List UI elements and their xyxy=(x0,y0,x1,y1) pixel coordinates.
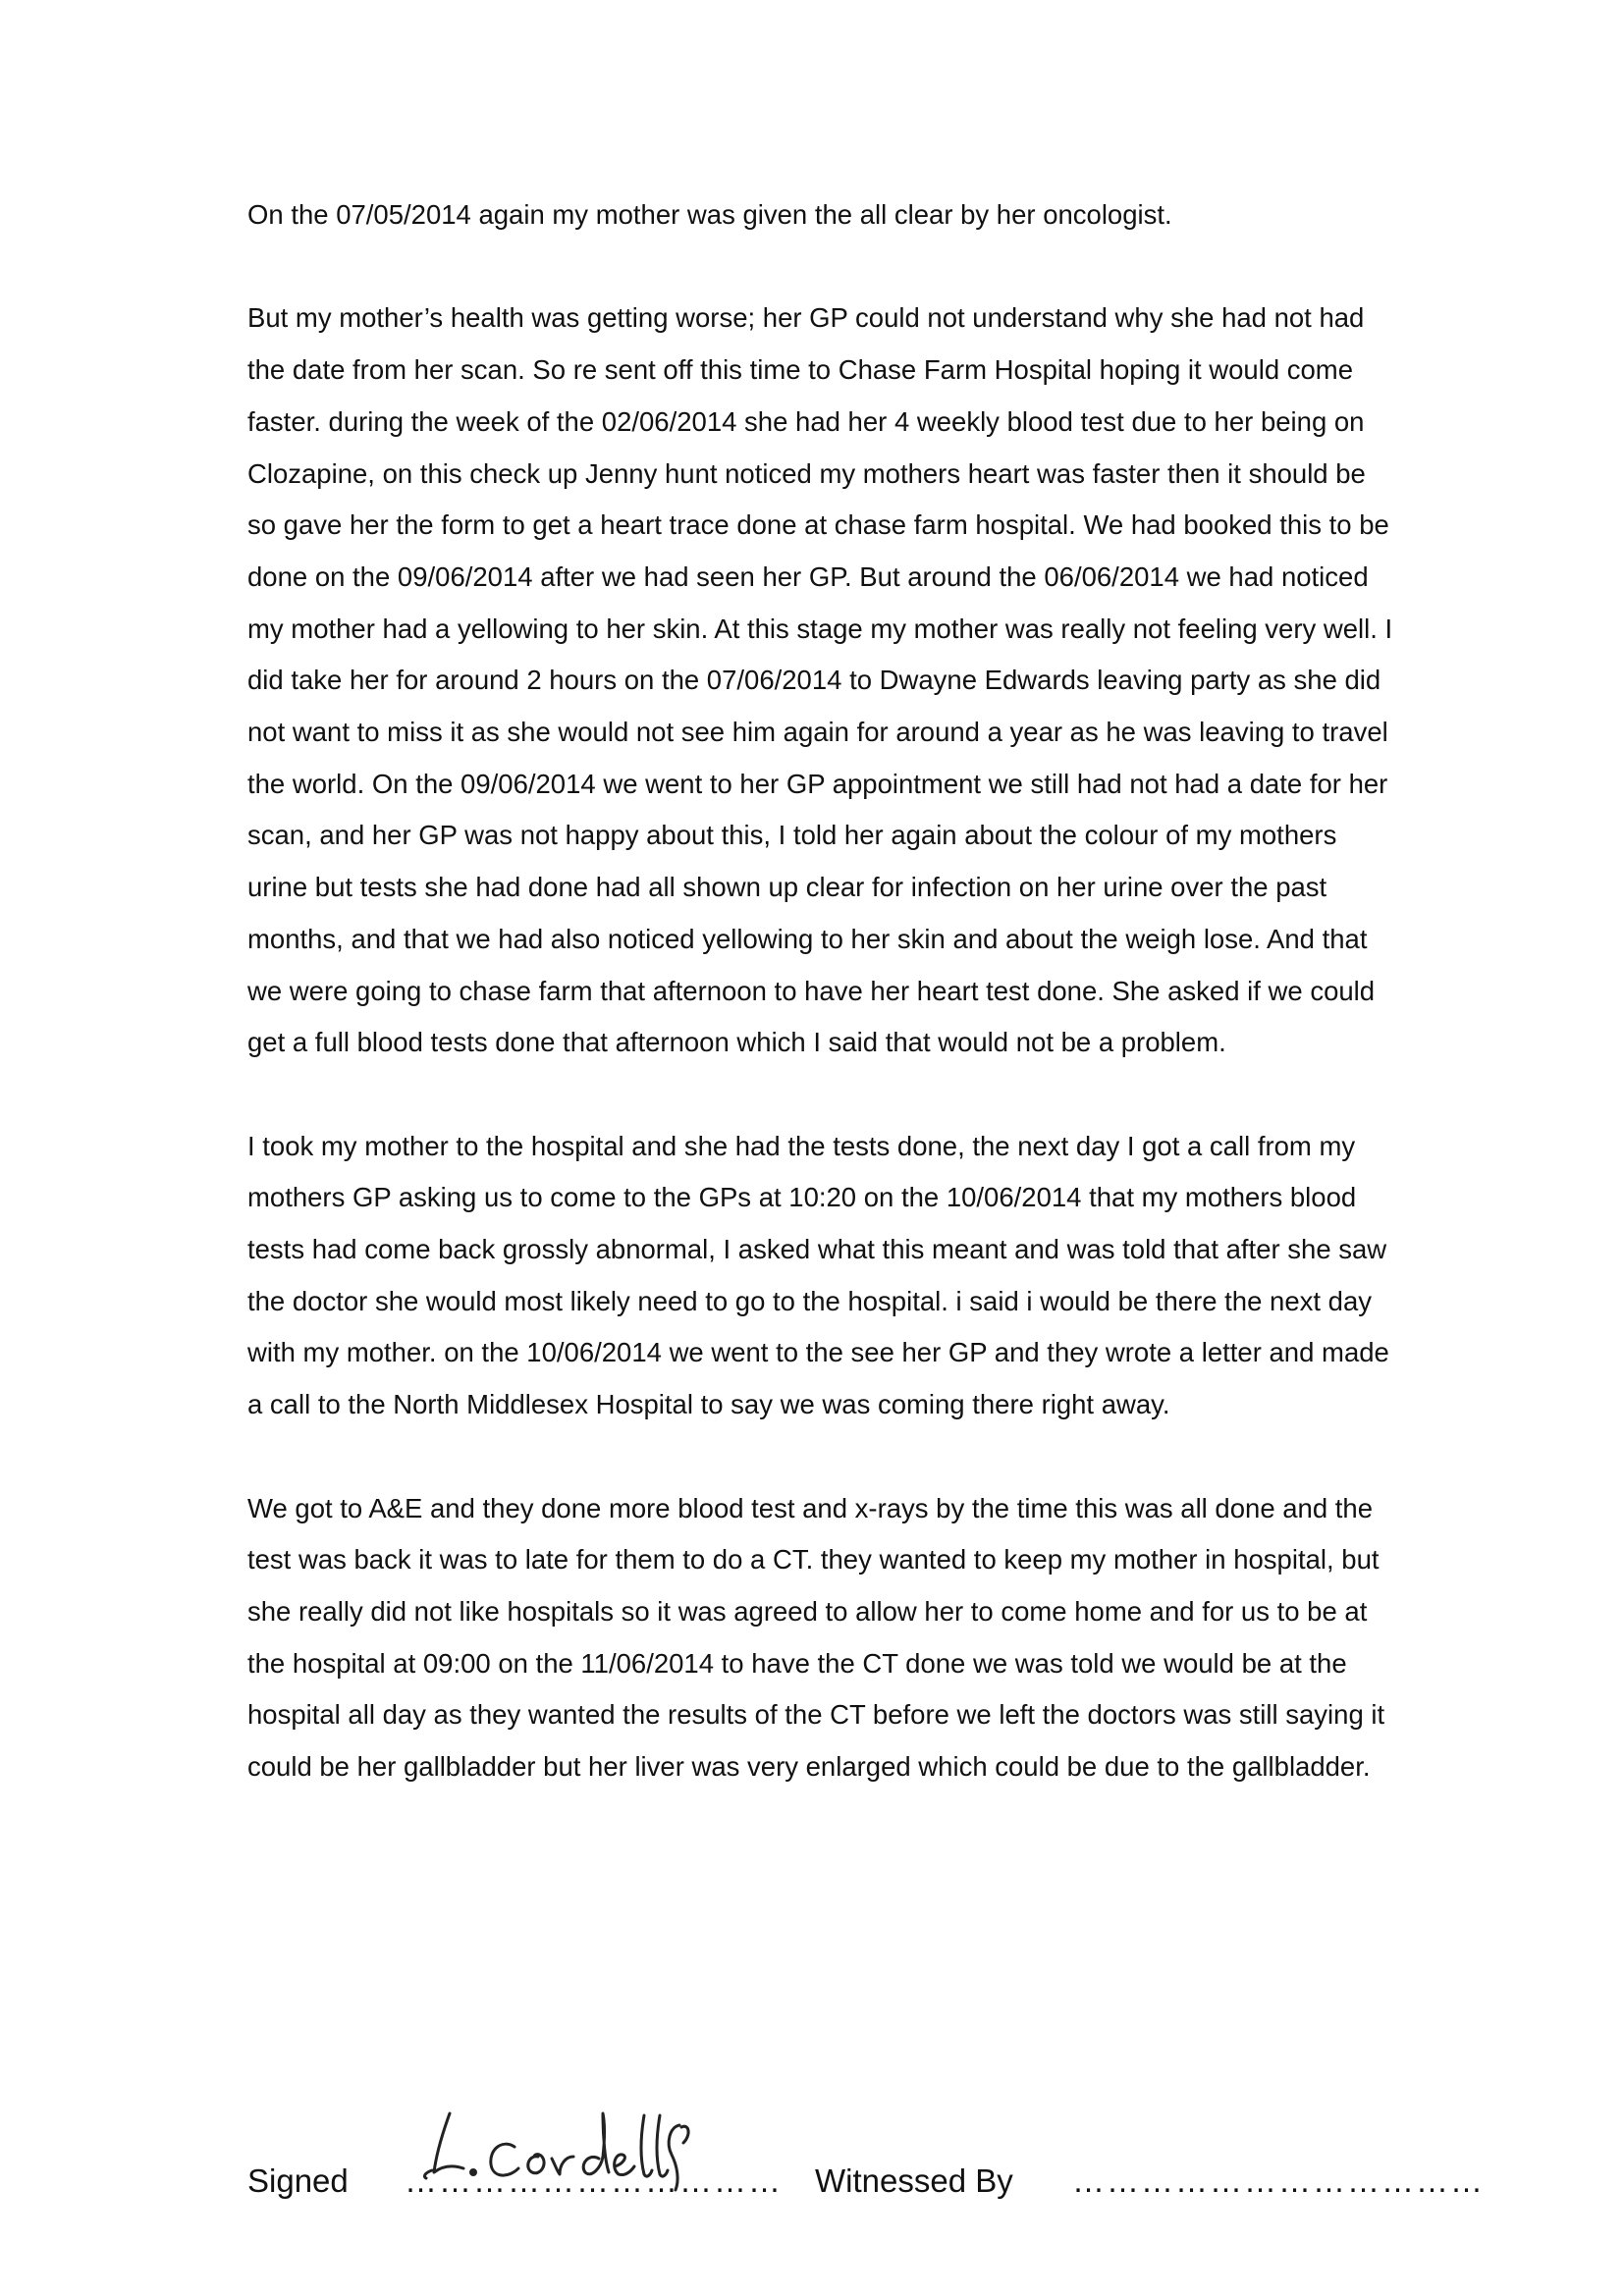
paragraph-4: We got to A&E and they done more blood test and x-rays by the time this was all done and the test was back it was to late for them to do a CT. they wanted to keep my mother in hospital, but she really did not like hospitals so it was agreed to allow her to come home and for us to be at the hospital at 09:00 on the 11/06/2014 to have the CT done we was told we would be at the hospital all day as they wanted the results of the CT before we left the doctors was still saying it could be her gallbladder but her liver was very enlarged which could be due to the gallbladder. xyxy=(247,1492,1385,1783)
signature-row xyxy=(247,2150,1524,2209)
signed-line: …………………………… xyxy=(405,2163,783,2199)
witness-line: ……………………………… xyxy=(1072,2163,1485,2199)
paragraph-2: But my mother’s health was getting worse; her GP could not understand why she had not had the date from her scan. So re sent off this time to Chase Farm Hospital hoping it would come faster. during the week of the 02/06/2014 she had her 4 weekly blood test due to her being on Clozapine, on this check up Jenny hunt noticed my mothers heart was faster then it should be so gave her the form to get a heart trace done at chase farm hospital. We had booked this to be done on the 09/06/2014 after we had seen her GP. But around the 06/06/2014 we had noticed my mother had a yellowing to her skin. At this stage my mother was really not feeling very well. I did take her for around 2 hours on the 07/06/2014 to Dwayne Edwards leaving party as she did not want to miss it as she would not see him again for around a year as he was leaving to travel the world. On the 09/06/2014 we went to her GP appointment we still had not had a date for her scan, and her GP was not happy about this, I told her again about the colour of my mothers urine but tests she had done had all shown up clear for infection on her urine over the past months, and that we had also noticed yellowing to her skin and about the weigh lose. And that we were going to chase farm that afternoon to have her heart test done. She asked if we could get a full blood tests done that afternoon which I said that would not be a problem. xyxy=(247,302,1393,1058)
statement-body xyxy=(247,189,1396,1844)
paragraph-3: I took my mother to the hospital and she had the tests done, the next day I got a call from my mothers GP asking us to come to the GPs at 10:20 on the 10/06/2014 that my mothers blood tests had come back grossly abnormal, I asked what this meant and was told that after she saw the doctor she would most likely need to go to the hospital. i said i would be there the next day with my mother. on the 10/06/2014 we went to the see her GP and they wrote a letter and made a call to the North Middlesex Hospital to say we was coming there right away. xyxy=(247,1130,1389,1420)
witnessed-by-label: Witnessed By xyxy=(815,2163,1013,2199)
paragraph-1: On the 07/05/2014 again my mother was given the all clear by her oncologist. xyxy=(247,199,1172,230)
signed-label: Signed xyxy=(247,2163,349,2199)
